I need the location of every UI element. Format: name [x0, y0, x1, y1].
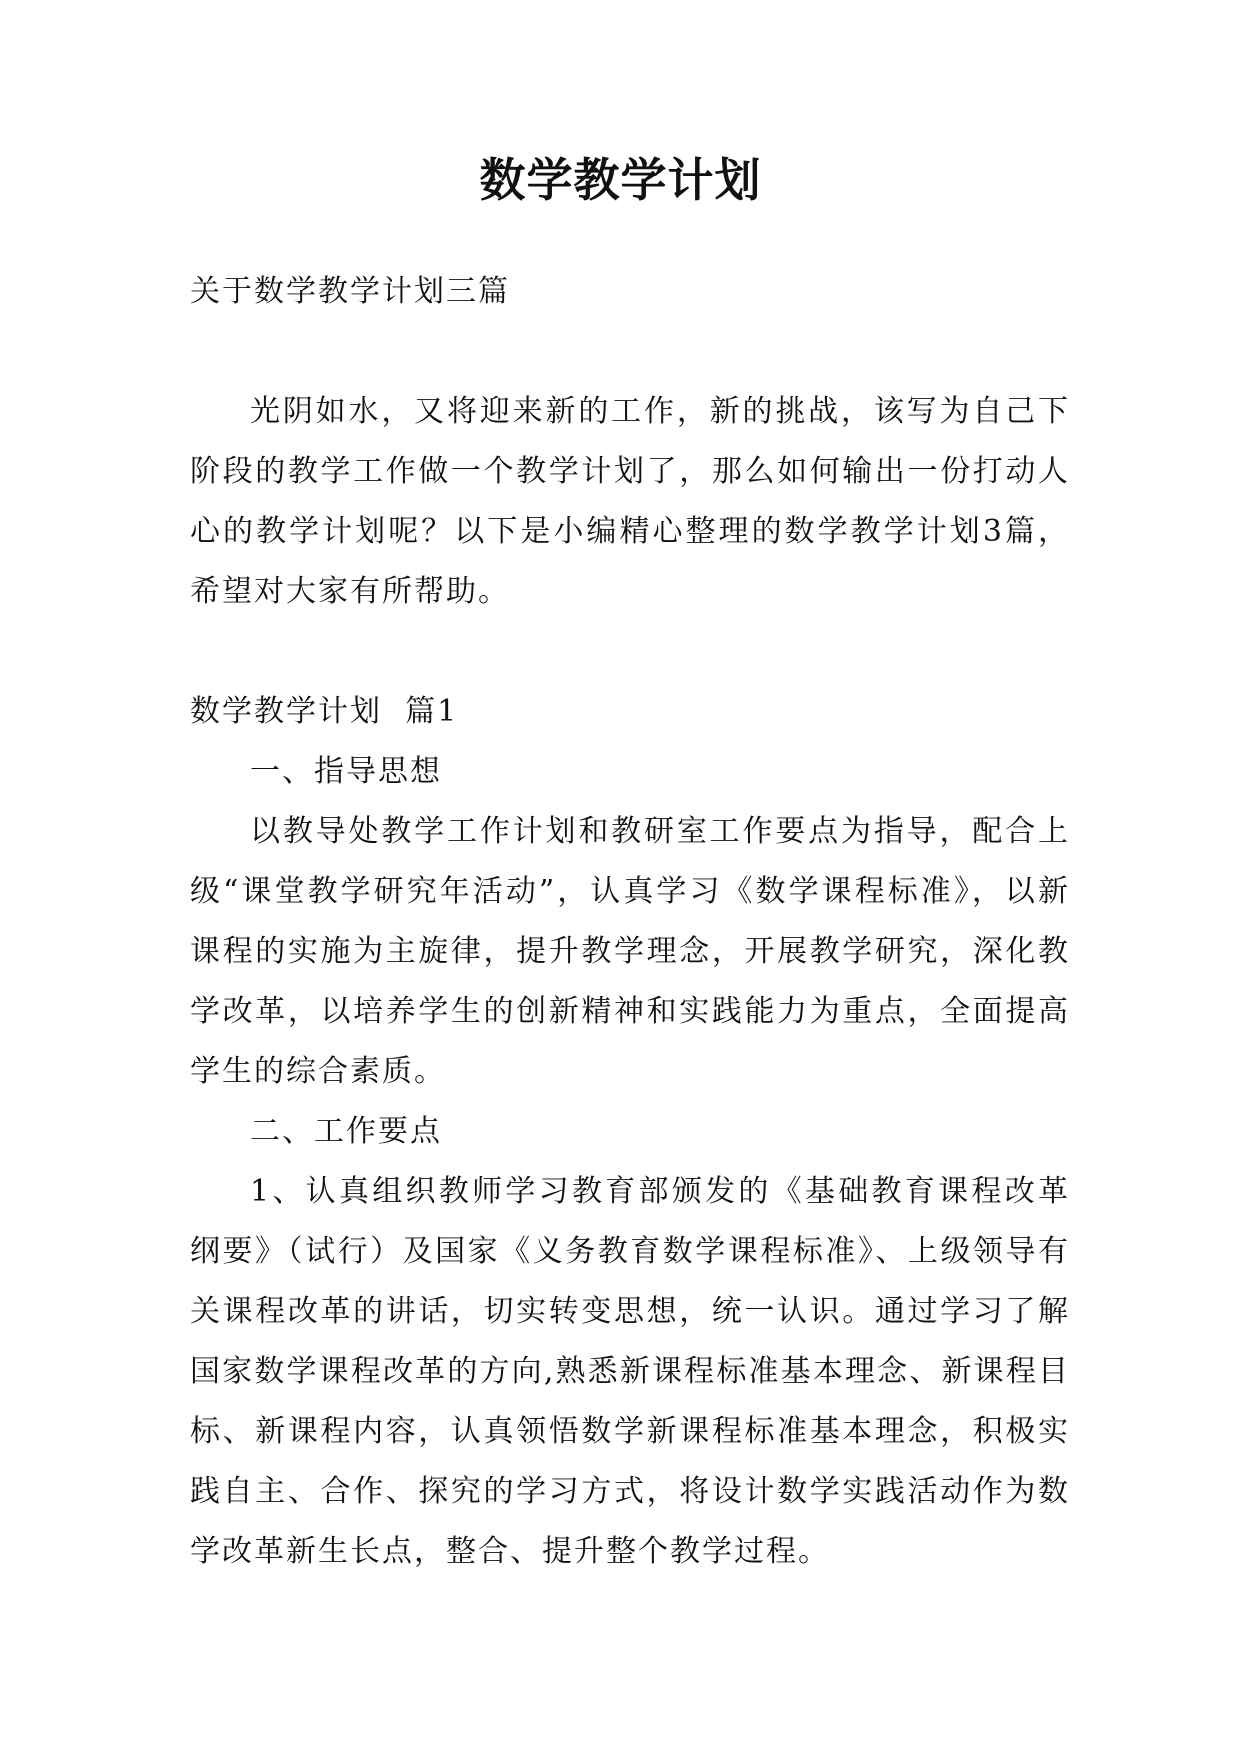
paragraph-work-point-1: 1、认真组织教师学习教育部颁发的《基础教育课程改革纲要》（试行）及国家《义务教育数学课程标准》、上级领导有关课程改革的讲话，切实转变思想，统一认识。通过学习了解国家数学课程改革的方向,熟悉新课程标准基本理念、新课程目标、新课程内容，认真领悟数学新课程标准基本理念，积极实践自主、合作、探究的学习方式，将设计数学实践活动作为数学改革新生长点，整合、提升整个教学过程。 — [190, 1174, 1070, 1569]
heading-work-points: 二、工作要点 — [250, 1114, 442, 1149]
paragraph-guiding-ideology: 以教导处教学工作计划和教研室工作要点为指导，配合上级“课堂教学研究年活动”，认真学习《数学课程标准》，以新课程的实施为主旋律，提升教学理念，开展教学研究，深化教学改革，以培养学生的创新精神和实践能力为重点，全面提高学生的综合素质。 — [190, 814, 1070, 1089]
section-heading: 数学教学计划 篇1 — [190, 694, 459, 729]
heading-guiding-ideology: 一、指导思想 — [250, 754, 442, 789]
intro-paragraph: 光阴如水，又将迎来新的工作，新的挑战，该写为自己下阶段的教学工作做一个教学计划了，那么如何输出一份打动人心的教学计划呢？以下是小编精心整理的数学教学计划3篇，希望对大家有所帮助。 — [190, 394, 1070, 609]
document-subtitle: 关于数学教学计划三篇 — [190, 274, 510, 309]
document-title: 数学教学计划 — [479, 153, 762, 207]
document-body — [190, 262, 1070, 1582]
